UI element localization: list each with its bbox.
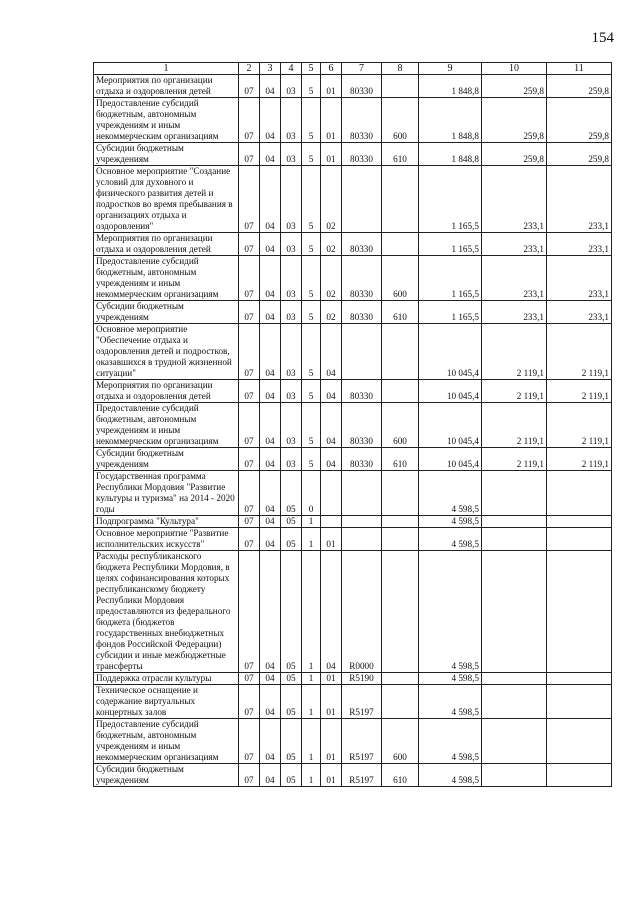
row-name-cell: Мероприятия по организации отдыха и оздоровления детей xyxy=(94,380,239,403)
amount-cell: 1 165,5 xyxy=(419,256,482,301)
code-cell: 07 xyxy=(239,233,260,256)
amount-cell xyxy=(482,685,547,719)
column-header: 7 xyxy=(342,63,382,75)
code-cell: 03 xyxy=(281,301,302,324)
amount-cell: 10 045,4 xyxy=(419,448,482,471)
row-name-cell: Субсидии бюджетным учреждениям xyxy=(94,448,239,471)
code-cell: 04 xyxy=(260,403,281,448)
table-row xyxy=(94,673,612,685)
code-cell: 04 xyxy=(260,256,281,301)
code-cell: 02 xyxy=(321,166,342,233)
code-cell: 1 xyxy=(302,673,321,685)
amount-cell: 233,1 xyxy=(547,233,612,256)
column-header: 1 xyxy=(94,63,239,75)
code-cell: 04 xyxy=(260,685,281,719)
code-cell: 07 xyxy=(239,403,260,448)
code-cell: 07 xyxy=(239,166,260,233)
table-row xyxy=(94,380,612,403)
code-cell: 610 xyxy=(382,301,419,324)
amount-cell xyxy=(547,471,612,516)
code-cell: 07 xyxy=(239,324,260,380)
amount-cell: 259,8 xyxy=(482,98,547,143)
amount-cell: 4 598,5 xyxy=(419,528,482,551)
code-cell: 07 xyxy=(239,551,260,673)
code-cell: 03 xyxy=(281,403,302,448)
amount-cell xyxy=(482,673,547,685)
code-cell: 1 xyxy=(302,528,321,551)
amount-cell: 1 848,8 xyxy=(419,143,482,166)
amount-cell: 4 598,5 xyxy=(419,551,482,673)
code-cell: 03 xyxy=(281,98,302,143)
column-header: 6 xyxy=(321,63,342,75)
code-cell: 04 xyxy=(260,471,281,516)
amount-cell: 4 598,5 xyxy=(419,764,482,787)
column-header: 3 xyxy=(260,63,281,75)
code-cell: R0000 xyxy=(342,551,382,673)
amount-cell: 259,8 xyxy=(547,98,612,143)
code-cell: 600 xyxy=(382,256,419,301)
code-cell: 04 xyxy=(260,143,281,166)
code-cell: 04 xyxy=(260,528,281,551)
code-cell: R5197 xyxy=(342,764,382,787)
code-cell: R5197 xyxy=(342,719,382,764)
code-cell: 80330 xyxy=(342,256,382,301)
code-cell: 600 xyxy=(382,98,419,143)
row-name-cell: Основное мероприятие "Создание условий для духовного и физического развития детей и подростков во время пребывания в организациях отдыха и оздоровления" xyxy=(94,166,239,233)
table-row xyxy=(94,324,612,380)
code-cell: 02 xyxy=(321,256,342,301)
amount-cell: 2 119,1 xyxy=(547,324,612,380)
code-cell: R5197 xyxy=(342,685,382,719)
code-cell: 5 xyxy=(302,143,321,166)
code-cell: 04 xyxy=(321,551,342,673)
code-cell xyxy=(321,471,342,516)
code-cell: R5190 xyxy=(342,673,382,685)
code-cell: 1 xyxy=(302,764,321,787)
amount-cell: 259,8 xyxy=(482,143,547,166)
code-cell: 02 xyxy=(321,301,342,324)
code-cell: 07 xyxy=(239,685,260,719)
code-cell: 5 xyxy=(302,75,321,98)
code-cell: 04 xyxy=(260,301,281,324)
code-cell xyxy=(382,380,419,403)
code-cell xyxy=(342,471,382,516)
code-cell: 04 xyxy=(260,166,281,233)
amount-cell: 2 119,1 xyxy=(482,380,547,403)
code-cell: 03 xyxy=(281,143,302,166)
code-cell: 610 xyxy=(382,764,419,787)
code-cell: 5 xyxy=(302,98,321,143)
code-cell: 04 xyxy=(321,324,342,380)
code-cell xyxy=(382,75,419,98)
amount-cell: 1 165,5 xyxy=(419,233,482,256)
code-cell: 07 xyxy=(239,719,260,764)
code-cell: 07 xyxy=(239,448,260,471)
code-cell: 01 xyxy=(321,528,342,551)
code-cell xyxy=(342,528,382,551)
amount-cell xyxy=(547,673,612,685)
amount-cell: 2 119,1 xyxy=(547,448,612,471)
code-cell: 05 xyxy=(281,719,302,764)
column-header: 9 xyxy=(419,63,482,75)
code-cell: 04 xyxy=(260,233,281,256)
amount-cell: 233,1 xyxy=(547,166,612,233)
amount-cell xyxy=(547,516,612,528)
code-cell: 07 xyxy=(239,75,260,98)
amount-cell: 4 598,5 xyxy=(419,516,482,528)
row-name-cell: Основное мероприятие "Обеспечение отдыха и оздоровления детей и подростков, оказавшихся в трудной жизненной ситуации" xyxy=(94,324,239,380)
code-cell: 03 xyxy=(281,75,302,98)
row-name-cell: Мероприятия по организации отдыха и оздоровления детей xyxy=(94,75,239,98)
code-cell xyxy=(382,471,419,516)
code-cell: 5 xyxy=(302,380,321,403)
row-name-cell: Государственная программа Республики Мордовия "Развитие культуры и туризма" на 2014 - 2020 годы xyxy=(94,471,239,516)
header-row xyxy=(94,63,612,75)
code-cell: 01 xyxy=(321,143,342,166)
code-cell xyxy=(382,685,419,719)
column-header: 2 xyxy=(239,63,260,75)
table-row xyxy=(94,98,612,143)
amount-cell: 259,8 xyxy=(547,75,612,98)
code-cell: 05 xyxy=(281,551,302,673)
code-cell: 01 xyxy=(321,98,342,143)
code-cell: 03 xyxy=(281,233,302,256)
code-cell: 07 xyxy=(239,256,260,301)
amount-cell: 2 119,1 xyxy=(547,380,612,403)
code-cell xyxy=(382,233,419,256)
amount-cell: 233,1 xyxy=(547,256,612,301)
amount-cell: 1 165,5 xyxy=(419,166,482,233)
amount-cell: 10 045,4 xyxy=(419,403,482,448)
row-name-cell: Мероприятия по организации отдыха и оздоровления детей xyxy=(94,233,239,256)
code-cell: 5 xyxy=(302,403,321,448)
code-cell: 80330 xyxy=(342,301,382,324)
table-row xyxy=(94,166,612,233)
column-header: 8 xyxy=(382,63,419,75)
amount-cell xyxy=(547,719,612,764)
code-cell: 01 xyxy=(321,764,342,787)
code-cell: 1 xyxy=(302,685,321,719)
code-cell: 01 xyxy=(321,719,342,764)
code-cell: 07 xyxy=(239,143,260,166)
amount-cell: 4 598,5 xyxy=(419,471,482,516)
code-cell: 80330 xyxy=(342,143,382,166)
code-cell: 5 xyxy=(302,301,321,324)
code-cell: 1 xyxy=(302,719,321,764)
table-row xyxy=(94,256,612,301)
row-name-cell: Субсидии бюджетным учреждениям xyxy=(94,301,239,324)
code-cell: 05 xyxy=(281,685,302,719)
column-header: 5 xyxy=(302,63,321,75)
budget-table xyxy=(93,62,612,787)
code-cell: 04 xyxy=(260,764,281,787)
table-row xyxy=(94,75,612,98)
code-cell: 03 xyxy=(281,256,302,301)
amount-cell xyxy=(547,764,612,787)
code-cell: 07 xyxy=(239,516,260,528)
table-row xyxy=(94,448,612,471)
column-header: 10 xyxy=(482,63,547,75)
row-name-cell: Предоставление субсидий бюджетным, автономным учреждениям и иным некоммерческим организациям xyxy=(94,98,239,143)
code-cell: 07 xyxy=(239,98,260,143)
amount-cell xyxy=(482,516,547,528)
code-cell: 05 xyxy=(281,516,302,528)
amount-cell: 2 119,1 xyxy=(482,403,547,448)
code-cell: 05 xyxy=(281,764,302,787)
amount-cell: 2 119,1 xyxy=(482,448,547,471)
row-name-cell: Подпрограмма "Культура" xyxy=(94,516,239,528)
amount-cell xyxy=(547,528,612,551)
row-name-cell: Поддержка отрасли культуры xyxy=(94,673,239,685)
table-row xyxy=(94,143,612,166)
code-cell: 03 xyxy=(281,166,302,233)
code-cell: 80330 xyxy=(342,75,382,98)
amount-cell: 4 598,5 xyxy=(419,719,482,764)
code-cell: 05 xyxy=(281,471,302,516)
amount-cell: 259,8 xyxy=(547,143,612,166)
table-row xyxy=(94,685,612,719)
code-cell: 600 xyxy=(382,719,419,764)
column-header: 4 xyxy=(281,63,302,75)
table-row xyxy=(94,764,612,787)
code-cell: 05 xyxy=(281,528,302,551)
table-row xyxy=(94,528,612,551)
code-cell: 1 xyxy=(302,551,321,673)
code-cell: 04 xyxy=(260,516,281,528)
code-cell xyxy=(382,324,419,380)
row-name-cell: Предоставление субсидий бюджетным, автономным учреждениям и иным некоммерческим организациям xyxy=(94,256,239,301)
amount-cell: 233,1 xyxy=(547,301,612,324)
code-cell: 1 xyxy=(302,516,321,528)
code-cell: 01 xyxy=(321,685,342,719)
code-cell: 07 xyxy=(239,764,260,787)
code-cell: 07 xyxy=(239,673,260,685)
code-cell: 03 xyxy=(281,448,302,471)
code-cell: 07 xyxy=(239,301,260,324)
amount-cell: 4 598,5 xyxy=(419,685,482,719)
code-cell: 04 xyxy=(260,719,281,764)
code-cell: 04 xyxy=(260,324,281,380)
code-cell: 5 xyxy=(302,166,321,233)
code-cell: 04 xyxy=(260,673,281,685)
code-cell: 04 xyxy=(260,551,281,673)
row-name-cell: Расходы республиканского бюджета Республики Мордовия, в целях софинансирования которых республиканскому бюджету Республики Мордовия предоставляются из федерального бюджета (бюджетов государственных внебюджетных фондов Российской Федерации) субсидии и иные межбюджетные трансферты xyxy=(94,551,239,673)
table-row xyxy=(94,551,612,673)
code-cell: 0 xyxy=(302,471,321,516)
code-cell: 04 xyxy=(321,380,342,403)
code-cell xyxy=(382,166,419,233)
code-cell xyxy=(382,528,419,551)
code-cell: 03 xyxy=(281,380,302,403)
code-cell: 610 xyxy=(382,143,419,166)
code-cell: 80330 xyxy=(342,380,382,403)
code-cell: 80330 xyxy=(342,98,382,143)
code-cell: 80330 xyxy=(342,448,382,471)
code-cell xyxy=(382,673,419,685)
code-cell: 04 xyxy=(260,448,281,471)
amount-cell xyxy=(482,471,547,516)
code-cell xyxy=(382,551,419,673)
code-cell: 04 xyxy=(260,98,281,143)
code-cell: 04 xyxy=(321,403,342,448)
code-cell: 07 xyxy=(239,380,260,403)
amount-cell xyxy=(482,719,547,764)
code-cell: 610 xyxy=(382,448,419,471)
amount-cell: 2 119,1 xyxy=(547,403,612,448)
code-cell: 5 xyxy=(302,324,321,380)
table-body xyxy=(94,75,612,787)
amount-cell xyxy=(547,551,612,673)
amount-cell: 233,1 xyxy=(482,166,547,233)
code-cell xyxy=(342,324,382,380)
code-cell: 07 xyxy=(239,528,260,551)
column-header: 11 xyxy=(547,63,612,75)
row-name-cell: Основное мероприятие "Развитие исполнительских искусств" xyxy=(94,528,239,551)
code-cell: 04 xyxy=(260,75,281,98)
code-cell: 04 xyxy=(321,448,342,471)
table-row xyxy=(94,719,612,764)
code-cell: 07 xyxy=(239,471,260,516)
code-cell xyxy=(382,516,419,528)
amount-cell xyxy=(547,685,612,719)
table-row xyxy=(94,516,612,528)
amount-cell xyxy=(482,764,547,787)
amount-cell: 1 848,8 xyxy=(419,75,482,98)
amount-cell: 233,1 xyxy=(482,233,547,256)
code-cell xyxy=(321,516,342,528)
amount-cell: 259,8 xyxy=(482,75,547,98)
page-number: 154 xyxy=(591,30,614,46)
code-cell: 05 xyxy=(281,673,302,685)
row-name-cell: Субсидии бюджетным учреждениям xyxy=(94,764,239,787)
table-row xyxy=(94,403,612,448)
row-name-cell: Техническое оснащение и содержание виртуальных концертных залов xyxy=(94,685,239,719)
row-name-cell: Субсидии бюджетным учреждениям xyxy=(94,143,239,166)
amount-cell xyxy=(482,551,547,673)
table-row xyxy=(94,301,612,324)
amount-cell xyxy=(482,528,547,551)
amount-cell: 1 165,5 xyxy=(419,301,482,324)
code-cell: 03 xyxy=(281,324,302,380)
code-cell: 80330 xyxy=(342,403,382,448)
amount-cell: 233,1 xyxy=(482,256,547,301)
amount-cell: 1 848,8 xyxy=(419,98,482,143)
amount-cell: 10 045,4 xyxy=(419,324,482,380)
amount-cell: 2 119,1 xyxy=(482,324,547,380)
code-cell: 5 xyxy=(302,448,321,471)
amount-cell: 10 045,4 xyxy=(419,380,482,403)
code-cell: 01 xyxy=(321,75,342,98)
code-cell: 5 xyxy=(302,256,321,301)
amount-cell: 233,1 xyxy=(482,301,547,324)
code-cell xyxy=(342,166,382,233)
table-row xyxy=(94,471,612,516)
amount-cell: 4 598,5 xyxy=(419,673,482,685)
code-cell: 04 xyxy=(260,380,281,403)
code-cell: 600 xyxy=(382,403,419,448)
code-cell: 01 xyxy=(321,673,342,685)
code-cell: 5 xyxy=(302,233,321,256)
row-name-cell: Предоставление субсидий бюджетным, автономным учреждениям и иным некоммерческим организациям xyxy=(94,403,239,448)
code-cell xyxy=(342,516,382,528)
table-row xyxy=(94,233,612,256)
code-cell: 02 xyxy=(321,233,342,256)
code-cell: 80330 xyxy=(342,233,382,256)
row-name-cell: Предоставление субсидий бюджетным, автономным учреждениям и иным некоммерческим организациям xyxy=(94,719,239,764)
